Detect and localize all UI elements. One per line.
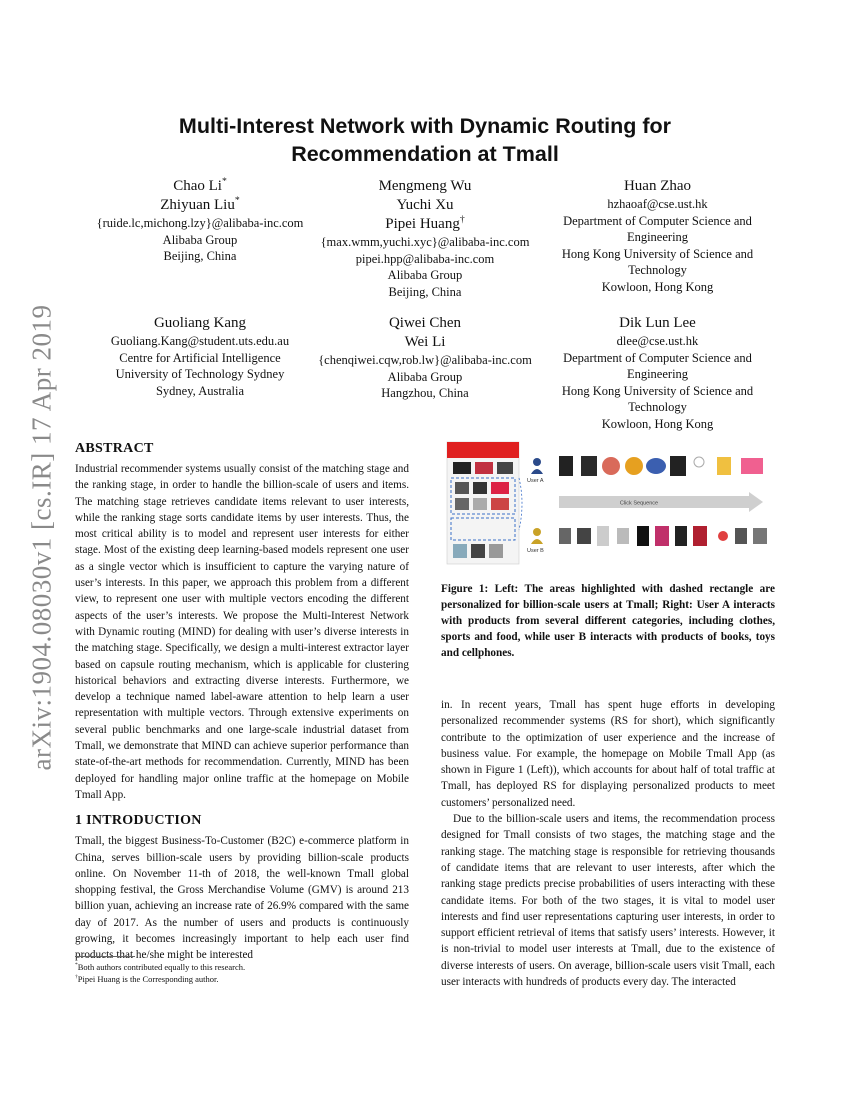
intro-paragraph-2: Due to the billion-scale users and items, the recommendation process designed for Tmall consists of two stages, the matching stage and the ranking stage. The matching stage is responsible for retrieving thousands of candidate items that are relevant to user interests, after which the ranking stage predicts precise probabilities of users interacting with these candidate items. For both of the two stages, it is vital to model user interests and find user representations capturing user interests, in order to support efficient retrieval of items that satisfy users’ interests. However, it is non-trivial to model user interests at Tmall, due to the existence of diverse interests of users. On average, billion-scale users visit Tmall, each user interacts with hundreds of products every day. The interacted — [441, 813, 775, 989]
intro-paragraph-1-continued: in. In recent years, Tmall has spent huge efforts in developing personalized recommender systems (RS for short), which significantly contribute to the optimization of user experience and the increase of business value. For example, the homepage on Mobile Tmall App (as shown in Figure 1 (Left)), which accounts for about half of total traffic at Tmall, has deployed RS for displaying personalized products to meet customers’ personalized need. — [441, 699, 775, 809]
author-location: Hangzhou, China — [381, 386, 469, 400]
user-b-label: User B — [527, 548, 544, 554]
item-jacket — [559, 456, 573, 476]
phone-tile — [455, 482, 469, 494]
item-ball — [602, 457, 620, 475]
left-column — [75, 441, 409, 964]
user-b-icon-body — [531, 539, 543, 544]
title-line-2: Recommendation at Tmall — [291, 142, 559, 166]
title-line-1: Multi-Interest Network with Dynamic Routing for — [178, 114, 672, 138]
author-email: {chenqiwei.cqw,rob.lw}@alibaba-inc.com — [318, 353, 532, 367]
item-coat — [581, 456, 597, 476]
author-name: Mengmeng Wu — [378, 178, 472, 194]
phone-tile — [473, 482, 487, 494]
author-affiliation: Alibaba Group — [162, 232, 238, 247]
author-affiliation: University of Technology Sydney — [115, 367, 285, 381]
footnote-2: †Pipei Huang is the Corresponding author. — [75, 974, 219, 984]
arxiv-stamp — [22, 300, 62, 775]
author-block-4 — [75, 314, 325, 399]
right-column — [441, 697, 775, 990]
user-b-icon — [533, 528, 541, 536]
item-phone — [693, 526, 707, 546]
author-name: Wei Li — [404, 334, 446, 350]
author-email: hzhaoaf@cse.ust.hk — [607, 197, 708, 211]
author-name: Pipei Huang† — [385, 214, 465, 232]
item-book — [735, 528, 747, 544]
figure-1-caption: Figure 1: Left: The areas highlighted with dashed rectangle are personalized for billion-scale users at Tmall; Right: User A interacts with products from several different categories, including clothes, sports and food, while user B interacts with products of books, toys and cellphones. — [441, 583, 775, 659]
user-a-label: User A — [527, 478, 544, 484]
phone-tile — [453, 544, 467, 558]
abstract-text: Industrial recommender systems usually consist of the matching stage and the ranking stage, in order to handle the billion-scale of users and items. The matching stage retrieves candidate items relevant to user interests, while the ranking stage sorts candidate items by user interests. Thus, the most critical ability is to model and represent user interests for either stage. Most of the existing deep learning-based models represent one user as a single vector which is insufficient to capture the varying nature of user’s interests. In this paper, we approach this problem from a different view, to represent one user with multiple vectors encoding the different aspects of the user’s interests. We propose the Multi-Interest Network with Dynamic routing (MIND) for dealing with user’s diverse interests in the matching stage. Specifically, we design a multi-interest extractor layer based on capsule routing mechanism, which is applicable for clustering historical behaviors and extracting diverse interests. Furthermore, we develop a technique named label-aware attention to help learn a user representation with multiple vectors. Through extensive experiments on several public benchmarks and one large-scale industrial dataset from Tmall, we demonstrate that MIND can achieve superior performance than state-of-the-art methods for recommendation. Currently, MIND has been deployed for handling major online traffic at the homepage on Mobile Tmall App. — [75, 463, 409, 801]
item-toy — [617, 528, 629, 544]
item-food — [741, 458, 763, 474]
phone-tile — [489, 544, 503, 558]
item-book — [753, 528, 767, 544]
item-food — [717, 457, 731, 475]
phone-tile — [491, 482, 509, 494]
author-affiliation: Alibaba Group — [387, 268, 463, 282]
dashed-connector — [519, 478, 522, 530]
introduction-heading: 1 INTRODUCTION — [75, 813, 202, 829]
author-block-6 — [540, 314, 775, 432]
author-email: {max.wmm,yuchi.xyc}@alibaba-inc.com — [320, 235, 530, 249]
arxiv-identifier: arXiv:1904.08030v1 [cs.IR] 17 Apr 2019 — [26, 304, 57, 771]
author-location: Sydney, Australia — [155, 383, 245, 398]
author-name: Dik Lun Lee — [619, 315, 696, 331]
item-phone — [675, 526, 687, 546]
phone-tile — [475, 462, 493, 474]
figure-1 — [441, 438, 775, 568]
author-location: Kowloon, Hong Kong — [601, 279, 714, 294]
phone-tile — [497, 462, 513, 474]
abstract-heading: ABSTRACT — [75, 441, 154, 456]
footnote-rule — [75, 956, 135, 957]
author-name: Zhiyuan Liu* — [160, 195, 240, 213]
author-department: Department of Computer Science and Engineering — [563, 213, 752, 244]
item-phone — [655, 526, 669, 546]
user-a-icon — [533, 458, 541, 466]
author-email: dlee@cse.ust.hk — [616, 334, 699, 348]
footnote-1: *Both authors contributed equally to this research. — [75, 962, 246, 972]
paper-title — [100, 112, 750, 168]
author-affiliation: Hong Kong University of Science and Technology — [561, 383, 754, 414]
phone-tile — [455, 498, 469, 510]
author-name: Chao Li* — [173, 176, 227, 194]
click-sequence-label: Click Sequence — [619, 500, 659, 507]
author-name: Qiwei Chen — [388, 315, 462, 331]
author-email: Guoliang.Kang@student.uts.edu.au — [110, 334, 290, 348]
item-book — [559, 528, 571, 544]
author-email: {ruide.lc,michong.lzy}@alibaba-inc.com — [96, 216, 304, 230]
author-name: Yuchi Xu — [396, 197, 454, 213]
author-affiliation: Centre for Artificial Intelligence — [119, 350, 281, 365]
phone-tile — [471, 544, 485, 558]
item-toy — [718, 531, 728, 541]
intro-paragraph-1: Tmall, the biggest Business-To-Customer (B2C) e-commerce platform in China, serves billion-scale users by providing billion-scale products online. On November 11-th of 2018, the well-known Tmall global shopping festival, the Gross Merchandise Volume (GMV) is around 213 billion yuan, achieving an increase rate of 26.9% compared with the same day of 2017. As the number of users and products is continuously growing, it becomes increasingly important to help each user find products that he/she might be interested — [75, 835, 409, 962]
click-sequence-arrowhead — [749, 492, 763, 512]
author-name: Guoliang Kang — [153, 315, 247, 331]
item-snack — [646, 458, 666, 474]
item-book — [577, 528, 591, 544]
phone-tile — [491, 498, 509, 510]
author-email: pipei.hpp@alibaba-inc.com — [355, 251, 495, 266]
item-phone — [637, 526, 649, 546]
author-location: Beijing, China — [163, 249, 237, 263]
author-name: Huan Zhao — [623, 178, 692, 194]
item-ball — [625, 457, 643, 475]
figure-1-illustration — [441, 438, 775, 568]
phone-tile — [453, 462, 471, 474]
author-block-5 — [305, 314, 545, 402]
author-affiliation: Hong Kong University of Science and Technology — [561, 246, 754, 277]
item-toy — [597, 526, 609, 546]
author-block-3 — [540, 177, 775, 295]
author-department: Department of Computer Science and Engineering — [563, 350, 752, 381]
phone-header — [447, 442, 519, 458]
author-affiliation: Alibaba Group — [387, 369, 463, 384]
item-top — [670, 456, 686, 476]
author-block-2 — [305, 177, 545, 300]
author-location: Kowloon, Hong Kong — [601, 416, 714, 431]
phone-tile — [473, 498, 487, 510]
author-location: Beijing, China — [388, 284, 462, 299]
item-racket — [694, 457, 704, 467]
user-a-icon-body — [531, 469, 543, 474]
author-block-1 — [75, 177, 325, 265]
